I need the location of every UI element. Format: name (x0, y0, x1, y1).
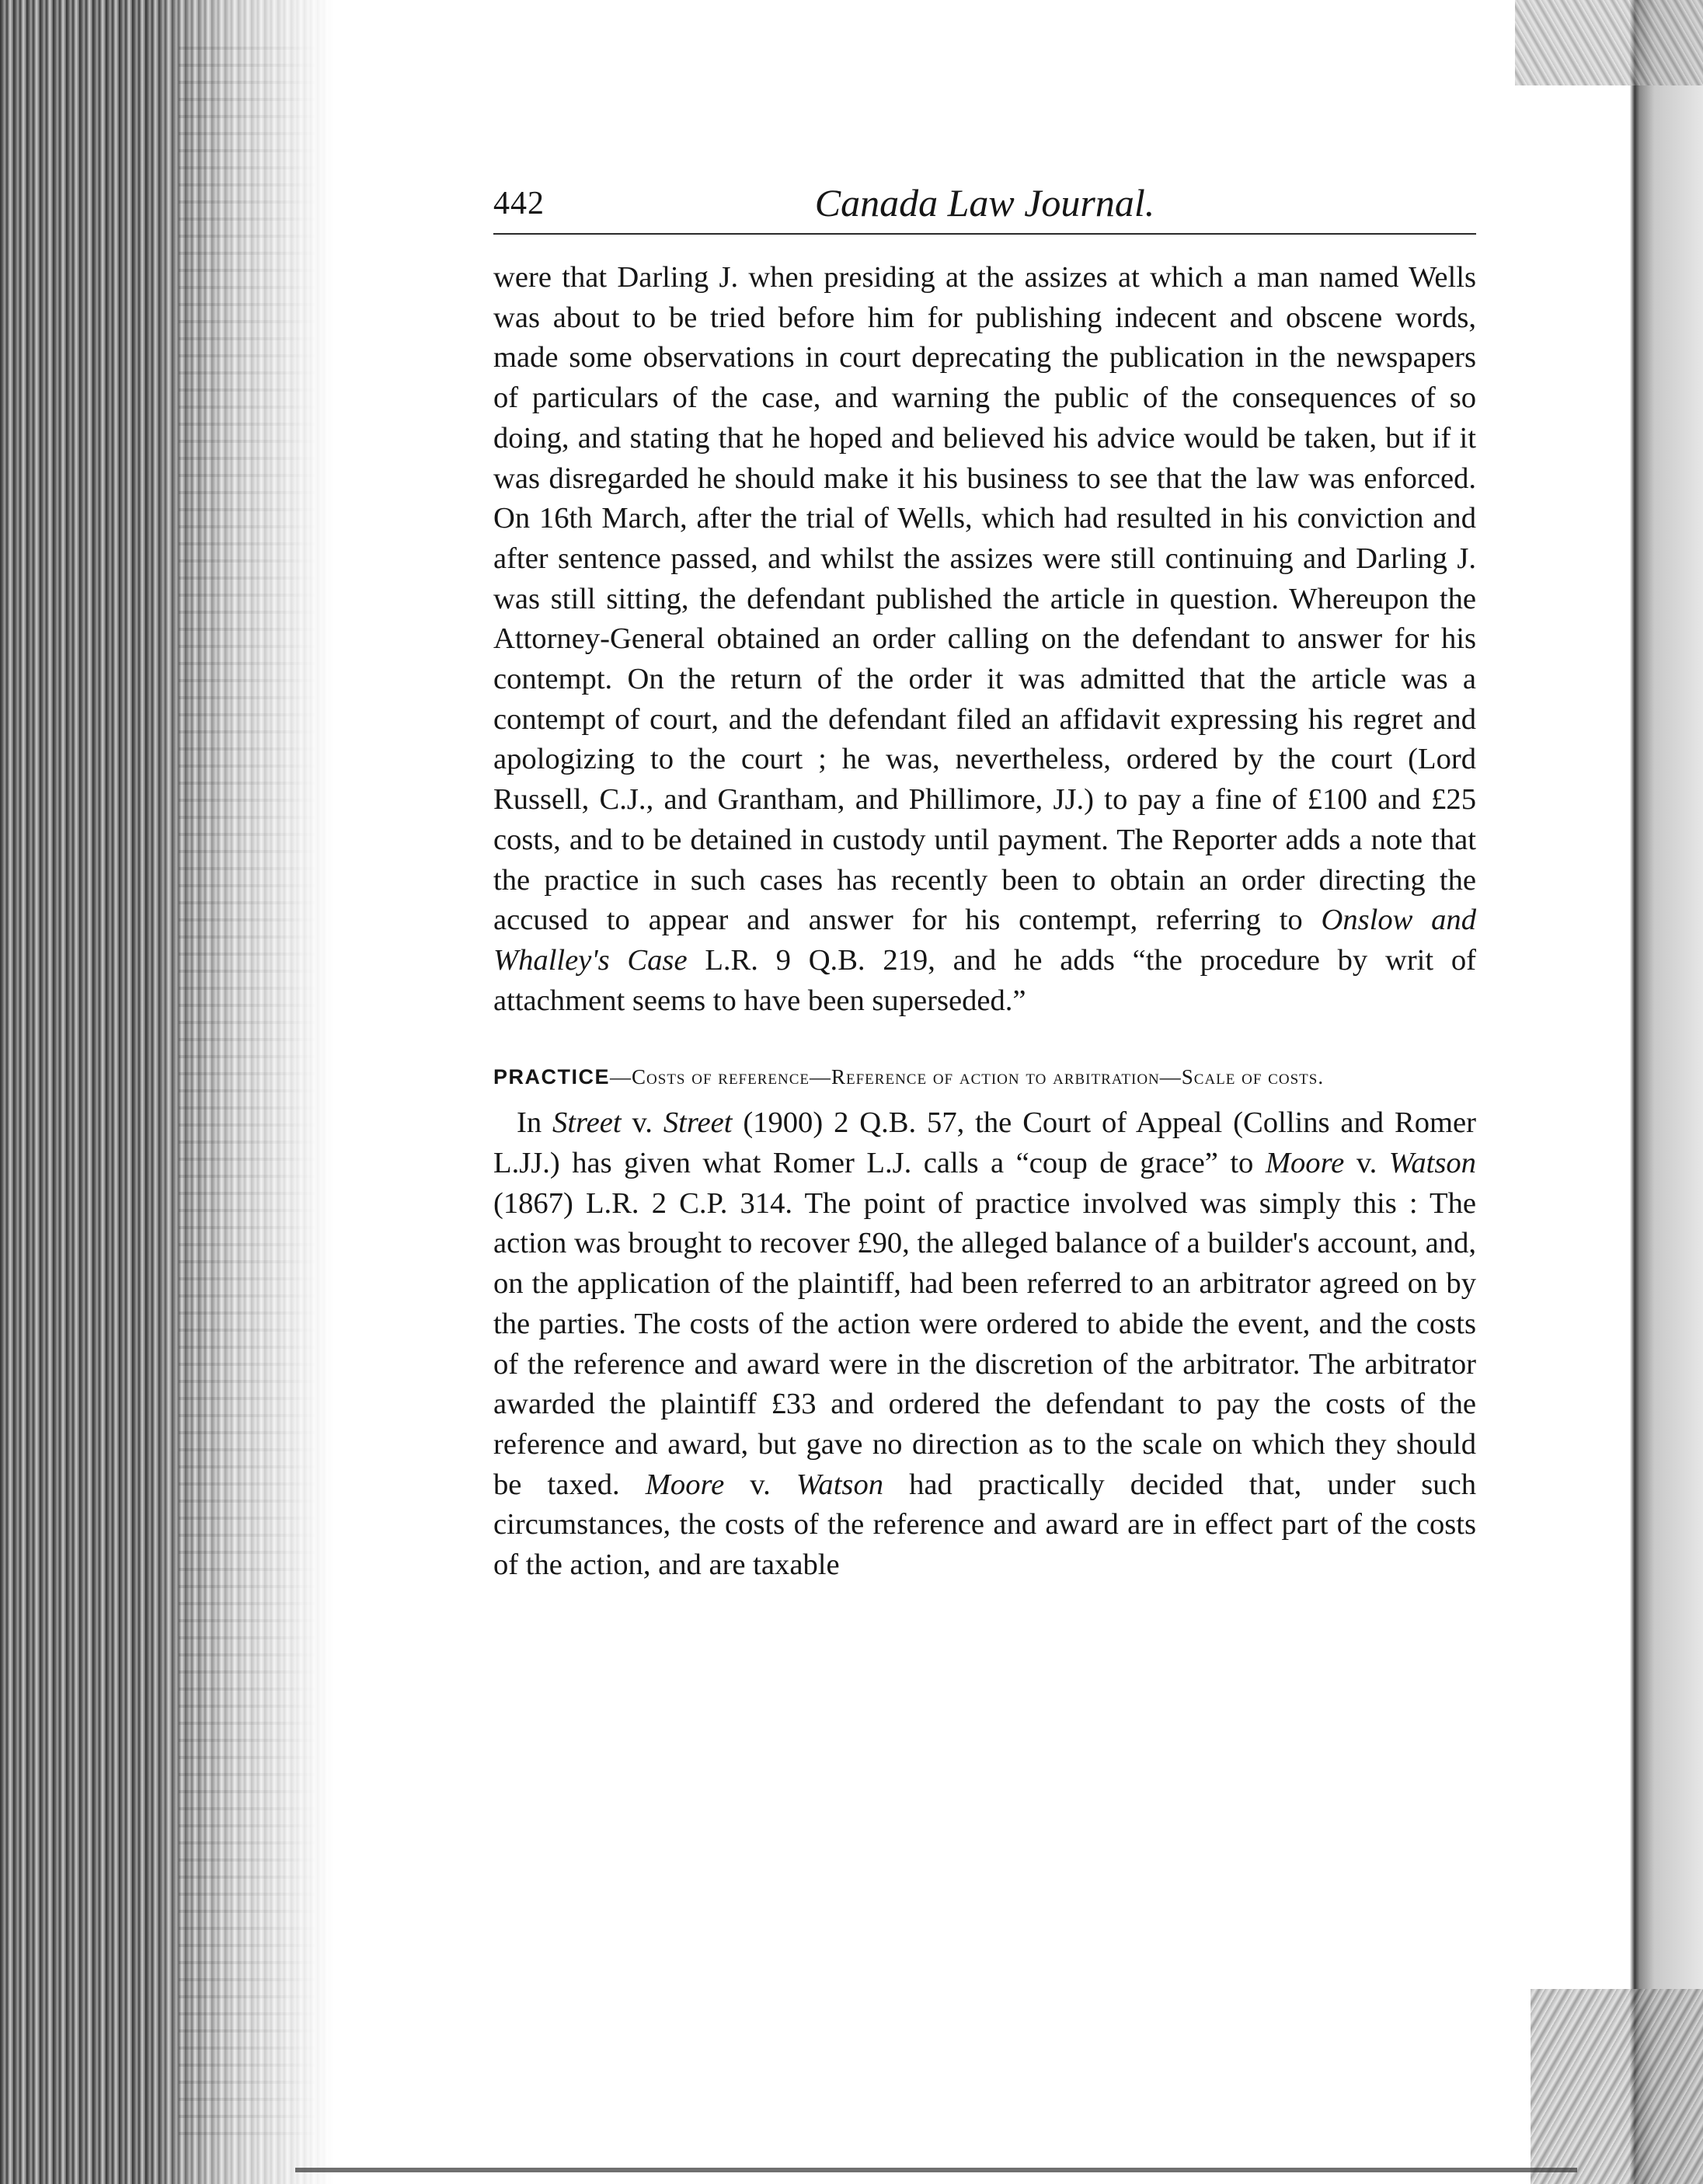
case-citation: Onslow and Whalley's Case (493, 904, 1476, 977)
page-corner-top (1515, 0, 1703, 85)
page-corner-bottom (1531, 1989, 1703, 2184)
paragraph-text: L.R. 9 Q.B. 219, and he adds “the procedure by writ of attachment seems to have been superseded.” (493, 943, 1476, 1017)
page-bottom-edge (295, 2168, 1577, 2172)
paragraph-contempt (493, 258, 1476, 1021)
page-number: 442 (493, 186, 545, 221)
paragraph-text: had practically decided that, under such circumstances, the costs of the reference and award are in effect part of the costs of the action, and are taxable (493, 1468, 1477, 1582)
binding-texture (179, 47, 319, 2144)
paragraph-practice (493, 1103, 1476, 1585)
paragraph-text: (1867) L.R. 2 C.P. 314. The point of practice involved was simply this : The action was brought to recover £90, the alleged balance of a builder's account, and, on the application of the plaintiff, had been referred to an arbitrator agreed on by the parties. The costs of the action were ordered to abide the event, and the costs of the reference and award were in the discretion of the arbitrator. The arbitrator awarded the plaintiff £33 and ordered the defendant to pay the costs of the reference and award, but gave no direction as to the scale on which they should be taxed. (493, 1186, 1476, 1501)
page-content (493, 179, 1476, 1586)
heading-subtitle: —Costs of reference—Reference of action to arbitration—Scale of costs. (610, 1065, 1325, 1089)
section-heading (493, 1061, 1476, 1092)
paragraph-text: In (517, 1106, 542, 1140)
case-citation: Moore (645, 1468, 725, 1501)
paragraph-text: v. (632, 1106, 653, 1140)
paragraph-text: were that Darling J. when presiding at the assizes at which a man named Wells was about to be tried before him for publishing indecent and obscene words, made some observations in court deprecating the publication in the newspapers of particulars of the case, and warning the public of the consequences of so doing, and stating that he hoped and believed his advice would be taken, but if it was disregarded he should make it his business to see that the law was enforced. On 16th March, after the trial of Wells, which had resulted in his conviction and after sentence passed, and whilst the assizes were still continuing and Darling J. was still sitting, the defendant published the article in question. Whereupon the Attorney-General obtained an order calling on the defendant to answer for his contempt. On the return of the order it was admitted that the article was a contempt of court, and the defendant filed an affidavit expressing his regret and apologizing to the court ; he was, nevertheless, ordered by the court (Lord Russell, C.J., and Grantham, and Phillimore, JJ.) to pay a fine of £100 and £25 costs, and to be detained in custody until payment. The Reporter adds a note that the practice in such cases has recently been to obtain an order directing the accused to appear and answer for his contempt, referring to (493, 261, 1476, 937)
paragraph-text: v. (750, 1468, 771, 1501)
page-right-edge (1581, 0, 1703, 2184)
case-citation: Watson (796, 1468, 884, 1501)
case-citation: Watson (1388, 1147, 1476, 1180)
case-citation: Street (663, 1106, 733, 1140)
case-citation: Moore (1265, 1147, 1345, 1180)
paragraph-text: (1900) 2 Q.B. 57, the Court of Appeal (Collins and Romer L.JJ.) has given what Romer L.J. calls a “coup de grace” to (493, 1106, 1476, 1180)
paragraph-text: v. (1356, 1147, 1377, 1180)
running-head (493, 179, 1476, 235)
journal-title: Canada Law Journal. (814, 181, 1155, 225)
heading-lead: PRACTICE (493, 1065, 611, 1089)
case-citation: Street (552, 1106, 622, 1140)
article-body (493, 258, 1476, 1586)
